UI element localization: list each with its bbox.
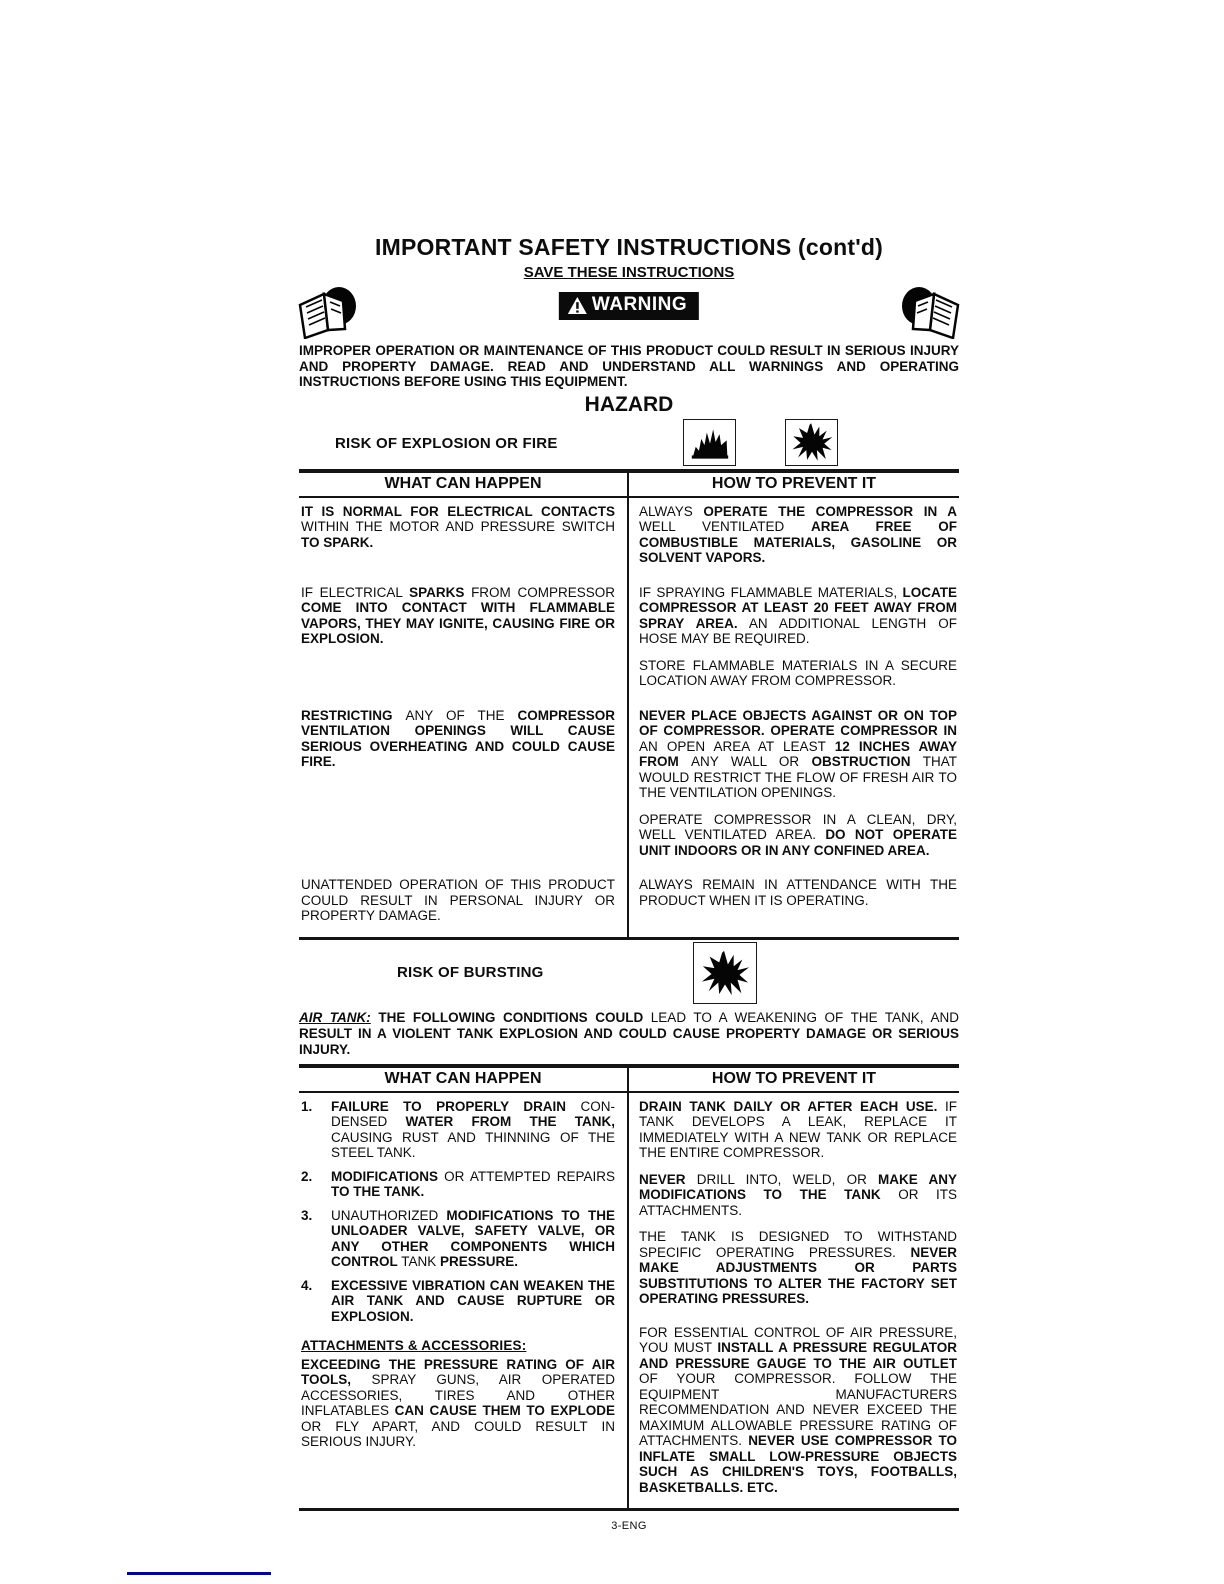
warning-triangle-icon bbox=[567, 296, 588, 315]
column-header-what-can-happen: WHAT CAN HAPPEN bbox=[299, 1068, 629, 1093]
numbered-item bbox=[301, 1278, 615, 1325]
prevent-cell bbox=[629, 1093, 959, 1509]
explosion-icon bbox=[693, 942, 757, 1004]
item-text: FAILURE TO PROPERLY DRAIN CON-DENSED WATER FROM THE TANK, CAUSING RUST AND THINNING OF THE STEEL TANK. bbox=[331, 1098, 615, 1160]
fire-icon bbox=[683, 419, 736, 466]
column-header-how-to-prevent: HOW TO PREVENT IT bbox=[629, 1068, 959, 1093]
item-text: UNAUTHORIZED MODIFICATIONS TO THE UNLOADER VALVE, SAFETY VALVE, OR ANY OTHER COMPONENTS WHICH CONTROL TANK PRESSURE. bbox=[331, 1207, 616, 1269]
read-manual-icon bbox=[295, 285, 361, 339]
read-manual-icon bbox=[897, 285, 963, 339]
item-number: 1. bbox=[301, 1098, 313, 1114]
prevent-paragraph: IF SPRAYING FLAMMABLE MATERIALS, LOCATE COMPRESSOR AT LEAST 20 FEET AWAY FROM SPRAY AREA. AN ADDITIONAL LENGTH OF HOSE MAY BE REQUIRED. bbox=[639, 584, 957, 646]
page-title: IMPORTANT SAFETY INSTRUCTIONS (cont'd) bbox=[375, 234, 883, 260]
happen-paragraph: RESTRICTING ANY OF THE COMPRESSOR VENTILATION OPENINGS WILL CAUSE SERIOUS OVERHEATING AND COULD CAUSE FIRE. bbox=[301, 707, 615, 769]
attachments-paragraph: EXCEEDING THE PRESSURE RATING OF AIR TOOLS, SPRAY GUNS, AIR OPERATED ACCESSORIES, TIRES AND OTHER INFLATABLES CAN CAUSE THEM TO EXPLODE OR FLY APART, AND COULD RESULT IN SERIOUS INJURY. bbox=[301, 1356, 615, 1449]
happen-paragraph: UNATTENDED OPERATION OF THIS PRODUCT COULD RESULT IN PERSONAL INJURY OR PROPERTY DAMAGE. bbox=[301, 877, 615, 923]
happen-cell bbox=[299, 871, 629, 937]
item-text: MODIFICATIONS OR ATTEMPTED REPAIRS TO THE TANK. bbox=[331, 1168, 615, 1199]
prevent-paragraph: THE TANK IS DESIGNED TO WITHSTAND SPECIFIC OPERATING PRESSURES. NEVER MAKE ADJUSTMENTS OR PARTS SUBSTITUTIONS TO ALTER THE FACTORY SET OPERATING PRESSURES. bbox=[639, 1229, 957, 1306]
prevent-cell bbox=[629, 579, 959, 702]
prevent-cell bbox=[629, 871, 959, 937]
happen-cell bbox=[299, 498, 629, 579]
numbered-item bbox=[301, 1169, 615, 1200]
warning-banner-row bbox=[299, 283, 959, 341]
prevent-cell bbox=[629, 702, 959, 872]
prevent-paragraph: STORE FLAMMABLE MATERIALS IN A SECURE LOCATION AWAY FROM COMPRESSOR. bbox=[639, 657, 957, 688]
risk-bursting-row bbox=[299, 940, 959, 1006]
explosion-icon bbox=[785, 419, 838, 466]
warning-label: WARNING bbox=[591, 294, 688, 315]
numbered-item bbox=[301, 1099, 615, 1161]
risk-explosion-fire-title: RISK OF EXPLOSION OR FIRE bbox=[335, 434, 558, 452]
risk-bursting-title: RISK OF BURSTING bbox=[397, 963, 544, 981]
air-tank-note: AIR TANK: THE FOLLOWING CONDITIONS COULD LEAD TO A WEAKENING OF THE TANK, AND RESULT IN A VIOLENT TANK EXPLOSION AND COULD CAUSE PROPERTY DAMAGE OR SERIOUS INJURY. bbox=[299, 1009, 959, 1057]
item-text: EXCESSIVE VIBRATION CAN WEAKEN THE AIR TANK AND CAUSE RUPTURE OR EXPLOSION. bbox=[331, 1277, 615, 1324]
happen-paragraph: IF ELECTRICAL SPARKS FROM COMPRESSOR COME INTO CONTACT WITH FLAMMABLE VAPORS, THEY MAY IGNITE, CAUSING FIRE OR EXPLOSION. bbox=[301, 584, 615, 646]
document-content bbox=[299, 234, 959, 1532]
page-number: 3-ENG bbox=[611, 1520, 647, 1532]
prevent-paragraph: DRAIN TANK DAILY OR AFTER EACH USE. IF TANK DEVELOPS A LEAK, REPLACE IT IMMEDIATELY WITH A NEW TANK OR REPLACE THE ENTIRE COMPRESSOR. bbox=[639, 1098, 957, 1160]
risk-explosion-fire-row bbox=[299, 419, 959, 469]
hazard-heading: HAZARD bbox=[584, 392, 674, 416]
intro-paragraph: IMPROPER OPERATION OR MAINTENANCE OF THIS PRODUCT COULD RESULT IN SERIOUS INJURY AND PROPERTY DAMAGE. READ AND UNDERSTAND ALL WARNINGS AND OPERATING INSTRUCTIONS BEFORE USING THIS EQUIPMENT. bbox=[299, 343, 959, 389]
column-header-what-can-happen: WHAT CAN HAPPEN bbox=[299, 473, 629, 498]
warning-badge bbox=[559, 292, 699, 320]
happen-cell bbox=[299, 1093, 629, 1509]
happen-cell bbox=[299, 579, 629, 702]
item-number: 2. bbox=[301, 1168, 313, 1184]
prevent-paragraph: FOR ESSENTIAL CONTROL OF AIR PRESSURE, YOU MUST INSTALL A PRESSURE REGULATOR AND PRESSURE GAUGE TO THE AIR OUTLET OF YOUR COMPRESSOR. FOLLOW THE EQUIPMENT MANUFACTURERS RECOMMENDATION AND NEVER EXCEED THE MAXIMUM ALLOWABLE PRESSURE RATING OF ATTACHMENTS. NEVER USE COMPRESSOR TO INFLATE SMALL LOW-PRESSURE OBJECTS SUCH AS CHILDREN'S TOYS, FOOTBALLS, BASKETBALLS. ETC. bbox=[639, 1324, 958, 1495]
happen-cell bbox=[299, 702, 629, 872]
attachments-heading: ATTACHMENTS & ACCESSORIES: bbox=[301, 1338, 527, 1353]
prevent-paragraph: OPERATE COMPRESSOR IN A CLEAN, DRY, WELL VENTILATED AREA. DO NOT OPERATE UNIT INDOORS OR IN ANY CONFINED AREA. bbox=[639, 811, 957, 858]
item-number: 3. bbox=[301, 1207, 313, 1223]
prevent-paragraph: NEVER PLACE OBJECTS AGAINST OR ON TOP OF COMPRESSOR. OPERATE COMPRESSOR IN AN OPEN AREA AT LEAST 12 INCHES AWAY FROM ANY WALL OR OBSTRUCTION THAT WOULD RESTRICT THE FLOW OF FRESH AIR TO THE VENTILATION OPENINGS. bbox=[639, 707, 958, 800]
prevent-paragraph: NEVER DRILL INTO, WELD, OR MAKE ANY MODIFICATIONS TO THE TANK OR ITS ATTACHMENTS. bbox=[639, 1171, 957, 1218]
prevent-paragraph: ALWAYS OPERATE THE COMPRESSOR IN A WELL VENTILATED AREA FREE OF COMBUSTIBLE MATERIALS, GASOLINE OR SOLVENT VAPORS. bbox=[639, 503, 957, 565]
prevent-paragraph: ALWAYS REMAIN IN ATTENDANCE WITH THE PRODUCT WHEN IT IS OPERATING. bbox=[639, 877, 957, 908]
save-instructions-heading: SAVE THESE INSTRUCTIONS bbox=[523, 264, 735, 281]
item-number: 4. bbox=[301, 1277, 313, 1293]
hazard-table-explosion-fire bbox=[299, 469, 959, 940]
numbered-item bbox=[301, 1208, 615, 1270]
hazard-icons bbox=[683, 419, 838, 466]
happen-paragraph: IT IS NORMAL FOR ELECTRICAL CONTACTS WITHIN THE MOTOR AND PRESSURE SWITCH TO SPARK. bbox=[301, 503, 615, 550]
column-header-how-to-prevent: HOW TO PREVENT IT bbox=[629, 473, 959, 498]
prevent-cell bbox=[629, 498, 959, 579]
hazard-table-bursting bbox=[299, 1064, 959, 1512]
blue-underline-mark bbox=[127, 1572, 271, 1575]
